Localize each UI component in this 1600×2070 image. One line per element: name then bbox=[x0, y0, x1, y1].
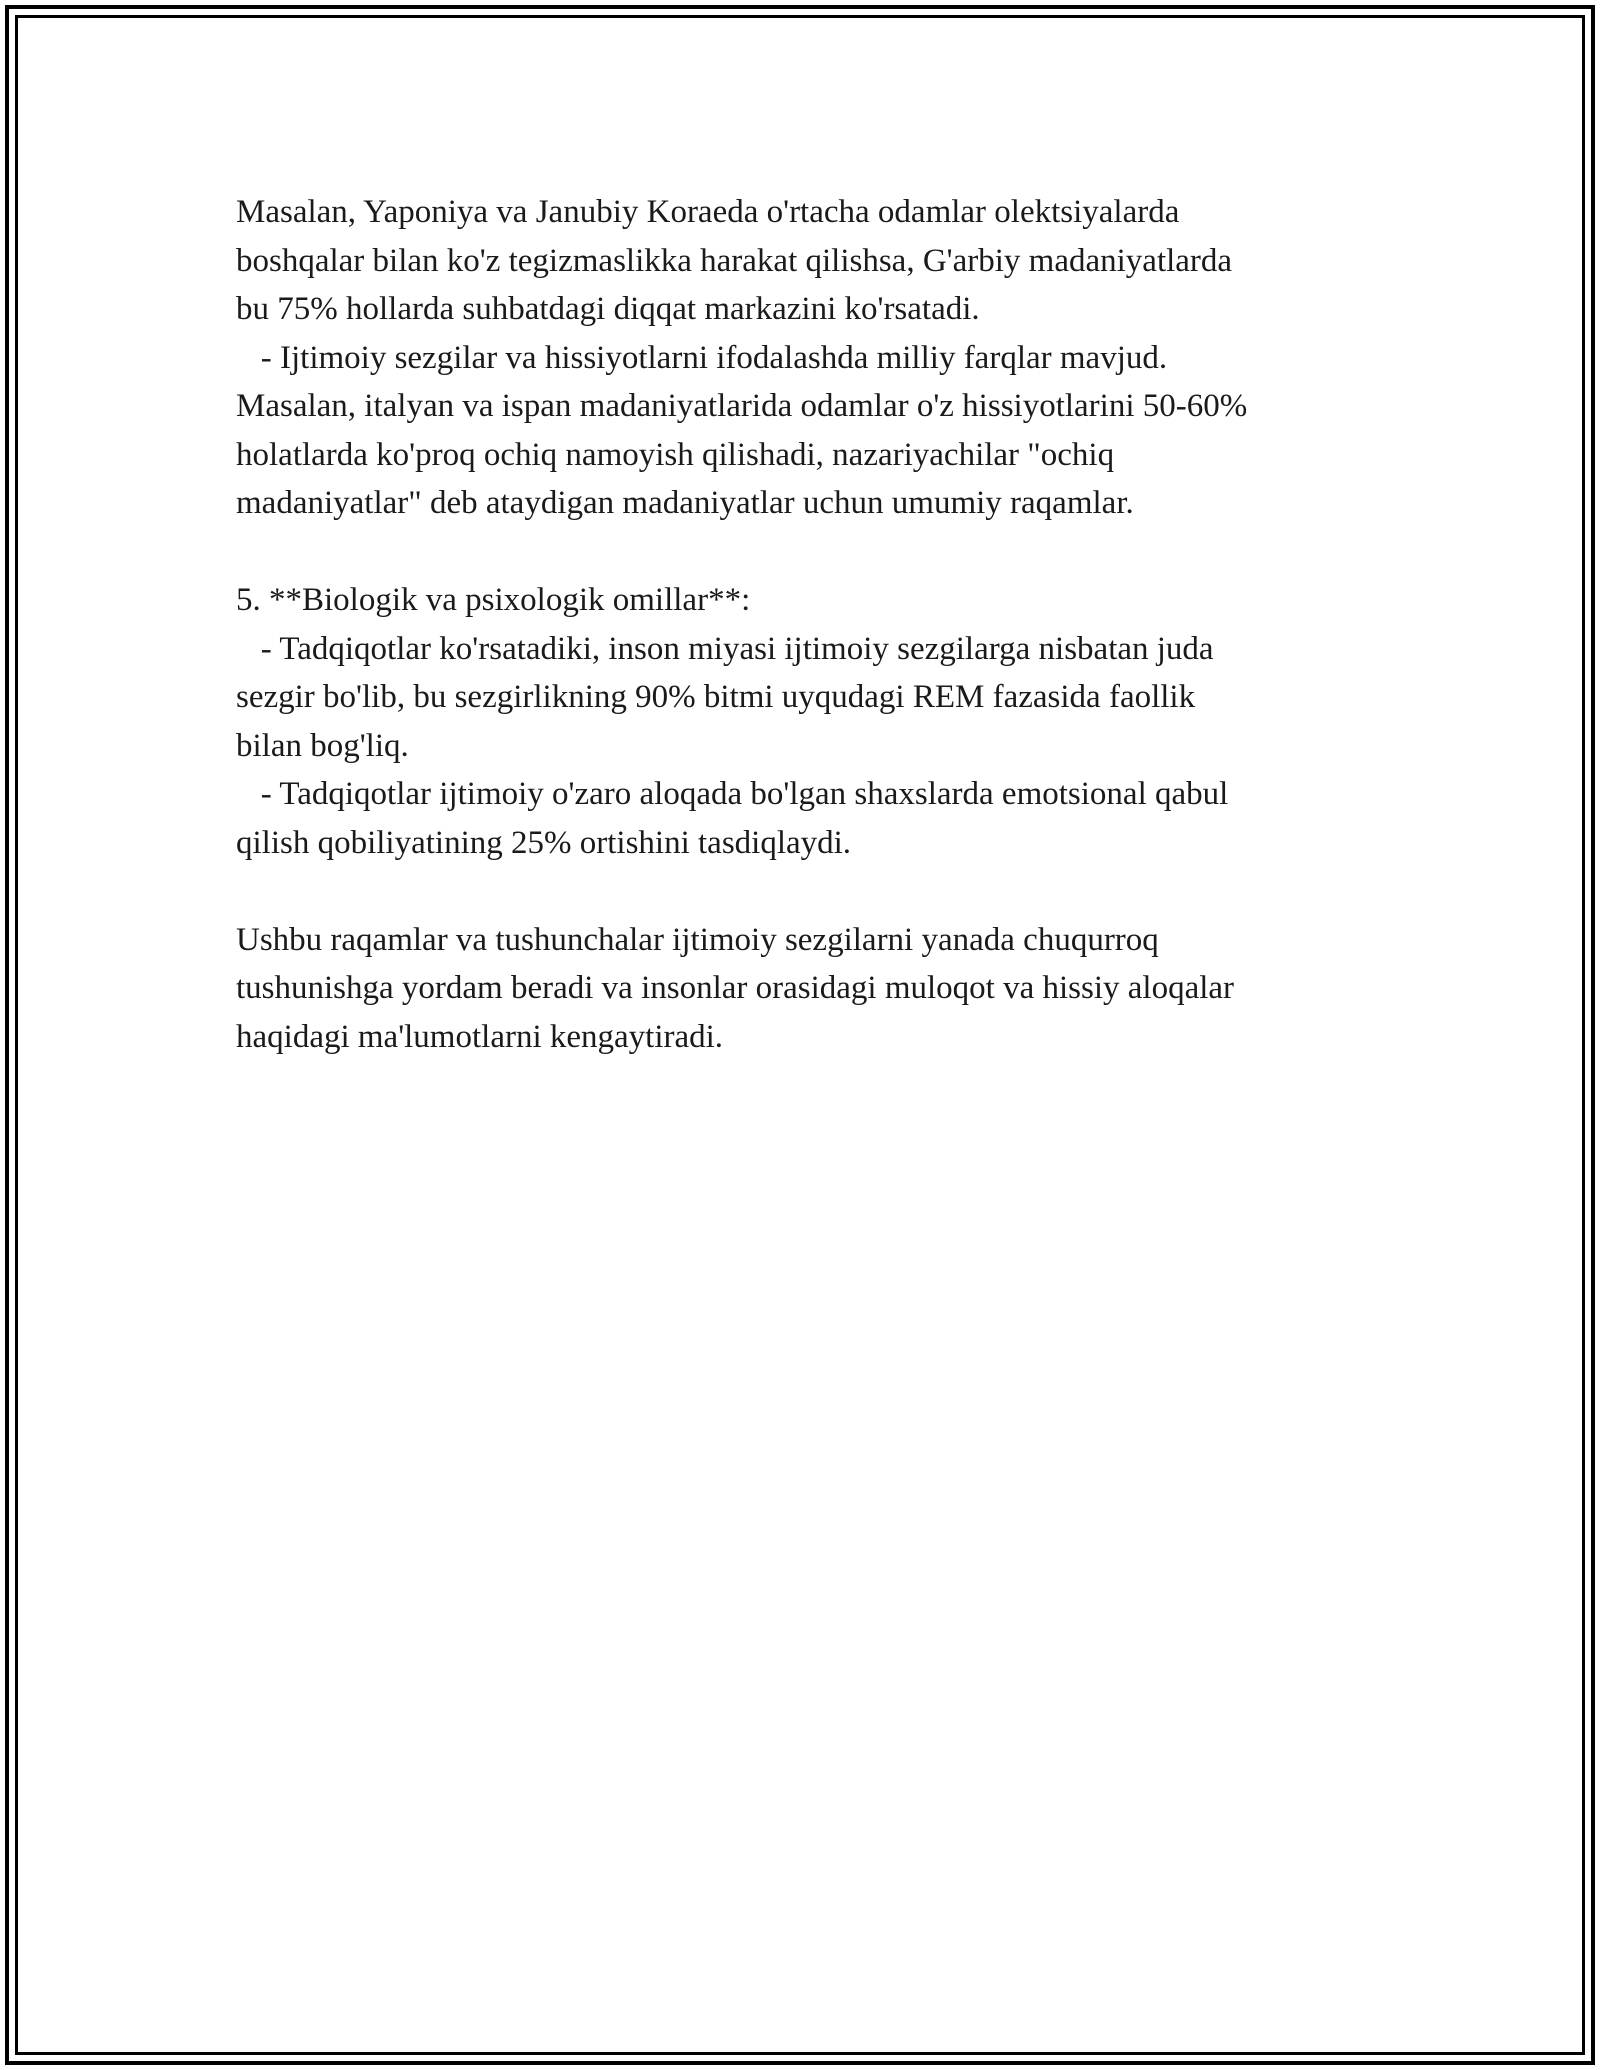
text-line: madaniyatlar" deb ataydigan madaniyatlar uchun umumiy raqamlar. bbox=[236, 485, 1134, 521]
text-line: boshqalar bilan ko'z tegizmaslikka harakat qilishsa, G'arbiy madaniyatlarda bbox=[236, 242, 1233, 279]
text-line: sezgir bo'lib, bu sezgirlikning 90% bitmi uyqudagi REM fazasida faollik bbox=[236, 679, 1196, 715]
text-line: Ushbu raqamlar va tushunchalar ijtimoiy sezgilarni yanada chuqurroq bbox=[236, 921, 1159, 958]
paragraph-gap bbox=[236, 867, 1416, 916]
text-line: haqidagi ma'lumotlarni kengaytiradi. bbox=[236, 1018, 724, 1055]
text-line: tushunishga yordam beradi va insonlar orasidagi muloqot va hissiy aloqalar bbox=[236, 970, 1235, 1006]
paragraph-gap bbox=[236, 528, 1416, 577]
text-line: holatlarda ko'proq ochiq namoyish qilishadi, nazariyachilar "ochiq bbox=[236, 436, 1115, 473]
text-line: bilan bog'liq. bbox=[236, 727, 409, 764]
document-body bbox=[236, 188, 1416, 1061]
text-line: Masalan, Yaponiya va Janubiy Koraeda o'rtacha odamlar olektsiyalarda bbox=[236, 194, 1180, 230]
text-line: qilish qobiliyatining 25% ortishini tasdiqlaydi. bbox=[236, 824, 852, 861]
text-line: - Tadqiqotlar ijtimoiy o'zaro aloqada bo'lgan shaxslarda emotsional qabul bbox=[236, 776, 1229, 812]
section-heading: 5. **Biologik va psixologik omillar**: bbox=[236, 582, 751, 618]
text-line: bu 75% hollarda suhbatdagi diqqat markazini ko'rsatadi. bbox=[236, 291, 980, 327]
text-line: - Ijtimoiy sezgilar va hissiyotlarni ifodalashda milliy farqlar mavjud. bbox=[236, 339, 1168, 376]
text-line: - Tadqiqotlar ko'rsatadiki, inson miyasi ijtimoiy sezgilarga nisbatan juda bbox=[236, 630, 1214, 667]
text-line: Masalan, italyan va ispan madaniyatlarida odamlar o'z hissiyotlarini 50-60% bbox=[236, 388, 1248, 424]
